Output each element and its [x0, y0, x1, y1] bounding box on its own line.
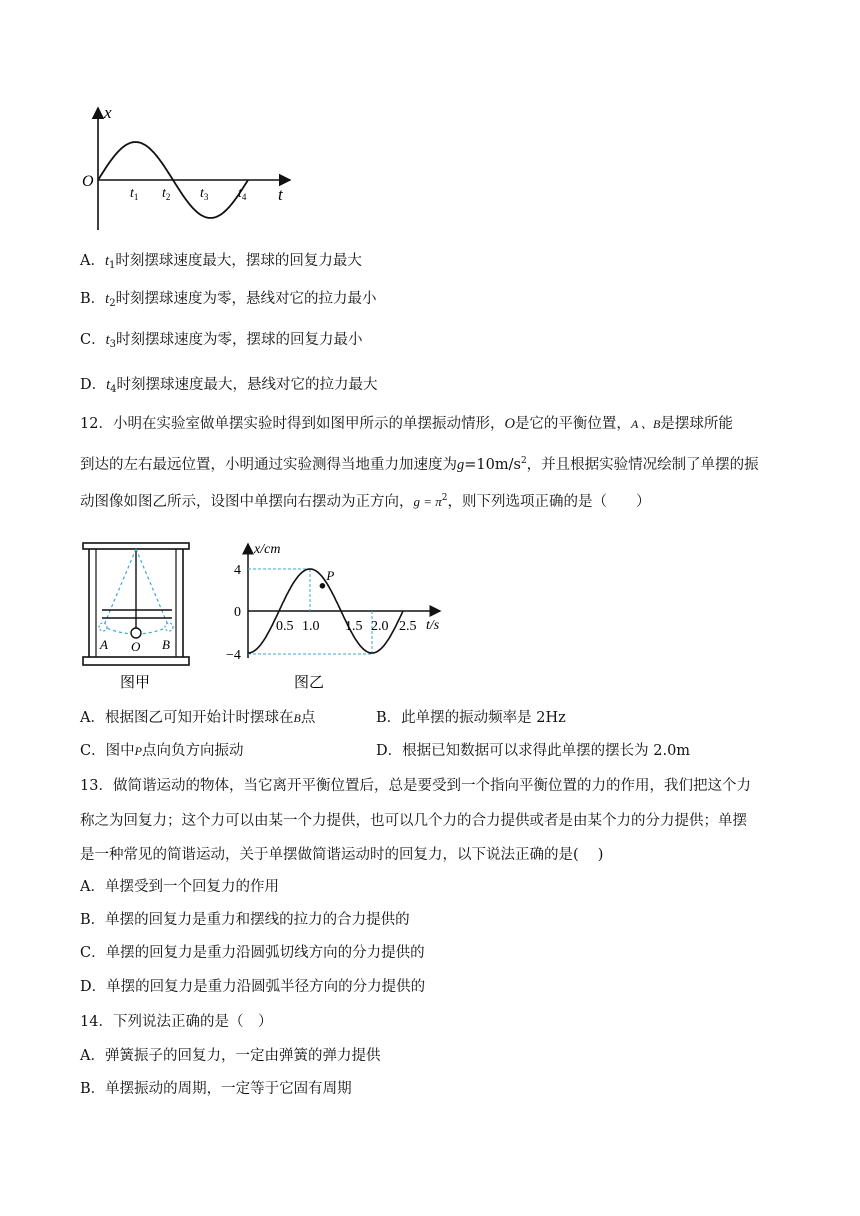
- y-axis-label: x: [104, 103, 112, 122]
- q13-stem-line1: 13．做简谐运动的物体，当它离开平衡位置后，总是要受到一个指向平衡位置的力的作用，我们把这个力: [80, 778, 751, 794]
- q12-stem-line2: 到达的左右最远位置，小明通过实验测得当地重力加速度为$g=10m/s^2$，并且根据实验情况绘制了单摆的振: [80, 456, 759, 473]
- y-tick-neg4: −4: [226, 648, 241, 663]
- y-tick-0: 0: [234, 605, 241, 620]
- x-tick-2.5: 2.5: [399, 619, 417, 634]
- q13-option-d: D．单摆的回复力是重力沿圆弧半径方向的分力提供的: [80, 979, 426, 995]
- point-P-label: P: [326, 567, 335, 583]
- q12-stem-line1: 12．小明在实验室做单摆实验时得到如图甲所示的单摆振动情形，O是它的平衡位置，A 、B是摆球所能: [80, 416, 733, 432]
- q11-option-b: B．$t_2$时刻摆球速度为零，悬线对它的拉力最小: [80, 291, 377, 309]
- swing-left-dashed: [104, 549, 136, 625]
- ball-right: [165, 623, 173, 631]
- figure-caption-jia: 图甲: [120, 675, 151, 691]
- swing-right-dashed: [136, 549, 168, 625]
- pendulum-figure: [80, 540, 195, 695]
- q13-option-c: C．单摆的回复力是重力沿圆弧切线方向的分力提供的: [80, 945, 425, 961]
- origin-label: O: [82, 173, 94, 190]
- tick-t3: $t_3$: [200, 186, 209, 202]
- x-tick-0.5: 0.5: [276, 619, 294, 634]
- q12-stem-line3: 动图像如图乙所示，设图中单摆向右摆动为正方向，$g = \pi^2$，则下列选项正确的是（ ）: [80, 493, 651, 510]
- q11-option-a: A．$t_1$时刻摆球速度最大，摆球的回复力最大: [80, 253, 362, 271]
- q12-option-c: C．图中P点向负方向振动: [80, 743, 244, 759]
- x-axis-label: t: [278, 185, 283, 204]
- point-P: [320, 583, 326, 589]
- x-tick-1.5: 1.5: [345, 619, 363, 634]
- q13-stem-line3: 是一种常见的简谐运动，关于单摆做简谐运动时的回复力，以下说法正确的是( ): [80, 847, 604, 863]
- ball-left: [99, 623, 107, 631]
- q13-option-b: B．单摆的回复力是重力和摆线的拉力的合力提供的: [80, 912, 410, 928]
- ball-center: [131, 628, 141, 638]
- y-tick-4: 4: [234, 563, 241, 578]
- q14-option-a: A．弹簧振子的回复力，一定由弹簧的弹力提供: [80, 1048, 381, 1064]
- frame-top-bar: [83, 543, 189, 549]
- frame-base: [83, 657, 189, 665]
- x-tick-1.0: 1.0: [302, 619, 320, 634]
- label-O: O: [131, 639, 141, 654]
- q14-stem: 14．下列说法正确的是（ ）: [80, 1014, 273, 1030]
- q12-option-b: B．此单摆的振动频率是 2Hz: [376, 710, 566, 726]
- figure-caption-yi: 图乙: [294, 675, 325, 691]
- q14-option-b: B．单摆振动的周期，一定等于它固有周期: [80, 1081, 352, 1097]
- tick-t2: $t_2$: [162, 186, 171, 202]
- tick-t1: $t_1$: [130, 186, 139, 202]
- graph2-x-label: t/s: [426, 618, 440, 633]
- label-A: A: [100, 637, 108, 652]
- graph2-y-label: x/cm: [254, 542, 281, 557]
- q11-option-d: D．$t_4$时刻摆球速度最大，悬线对它的拉力最大: [80, 377, 378, 395]
- vibration-graph: [222, 538, 452, 698]
- q12-option-a: A．根据图乙可知开始计时摆球在B点: [80, 710, 316, 726]
- q12-option-d: D．根据已知数据可以求得此单摆的摆长为 2.0m: [376, 743, 691, 759]
- q13-option-a: A．单摆受到一个回复力的作用: [80, 879, 279, 895]
- x-tick-2.0: 2.0: [371, 619, 389, 634]
- q13-stem-line2: 称之为回复力；这个力可以由某一个力提供，也可以几个力的合力提供或者是由某个力的分力提供；单摆: [80, 813, 747, 829]
- label-B: B: [162, 637, 170, 652]
- q11-option-c: C．$t_3$时刻摆球速度为零，摆球的回复力最小: [80, 332, 363, 350]
- xt-graph-top: [80, 100, 310, 235]
- tick-t4: $t_4$: [238, 186, 247, 202]
